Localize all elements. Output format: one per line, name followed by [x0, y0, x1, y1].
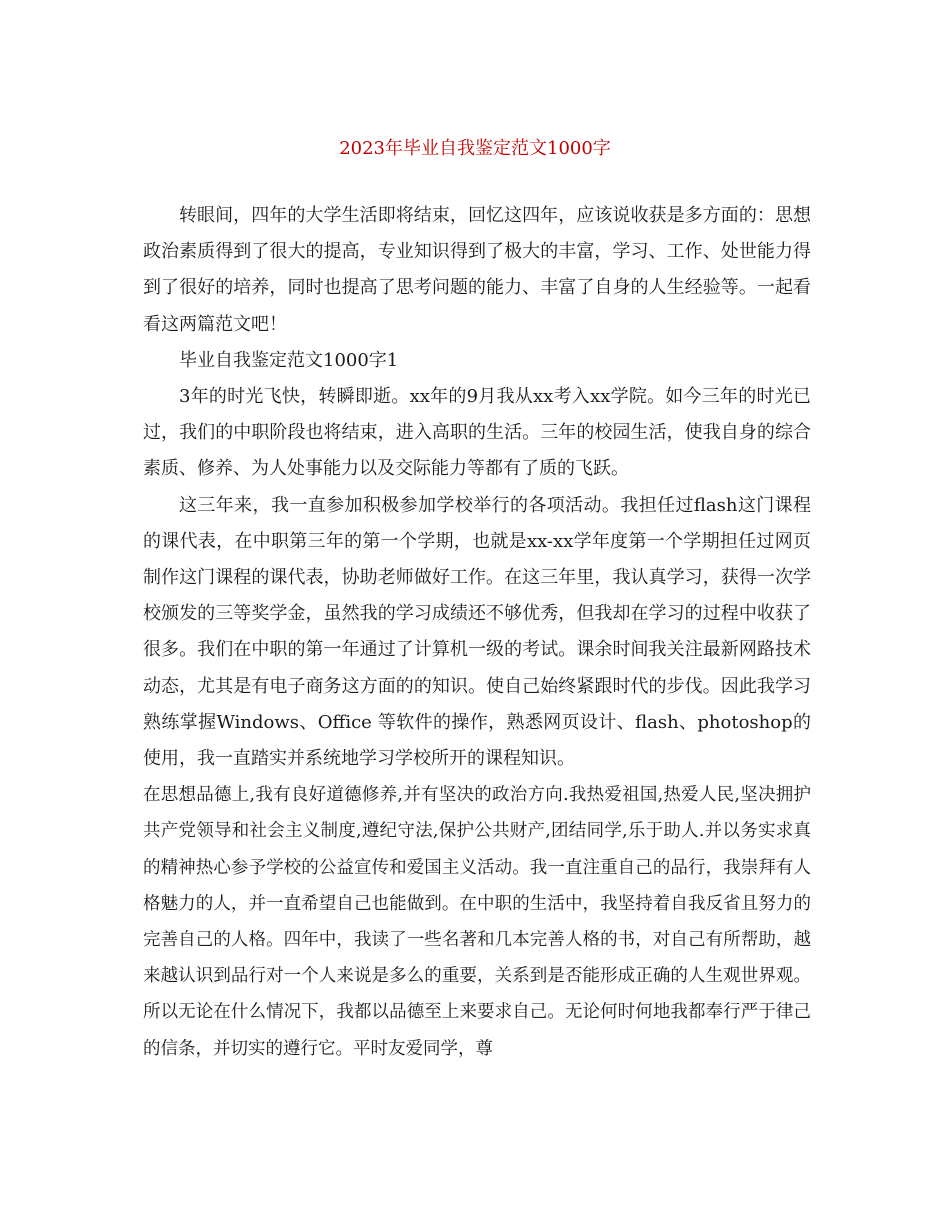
- body-paragraph: 在思想品德上,我有良好道德修养,并有坚决的政治方向.我热爱祖国,热爱人民,坚决拥护共产党领导和社会主义制度,遵纪守法,保护公共财产,团结同学,乐于助人.并以务实求真的精神热心参予学校的公益宣传和爱国主义活动。我一直注重自己的品行，我崇拜有人格魅力的人，并一直希望自己也能做到。在中职的生活中，我坚持着自我反省且努力的完善自己的人格。四年中，我读了一些名著和几本完善人格的书，对自己有所帮助，越来越认识到品行对一个人来说是多么的重要，关系到是否能形成正确的人生观世界观。所以无论在什么情况下，我都以品德至上来要求自己。无论何时何地我都奉行严于律己的信条，并切实的遵行它。平时友爱同学，尊: [143, 785, 811, 1059]
- body-paragraph: 3年的时光飞快，转瞬即逝。xx年的9月我从xx考入xx学院。如今三年的时光已过，我们的中职阶段也将结束，进入高职的生活。三年的校园生活，使我自身的综合素质、修养、为人处事能力以及交际能力等都有了质的飞跃。: [143, 386, 811, 480]
- body-paragraph: 这三年来，我一直参加积极参加学校举行的各项活动。我担任过flash这门课程的课代表，在中职第三年的第一个学期，也就是xx-xx学年度第一个学期担任过网页制作这门课程的课代表，协助老师做好工作。在这三年里，我认真学习，获得一次学校颁发的三等奖学金，虽然我的学习成绩还不够优秀，但我却在学习的过程中收获了很多。我们在中职的第一年通过了计算机一级的考试。课余时间我关注最新网路技术动态，尤其是有电子商务这方面的的知识。使自己始终紧跟时代的步伐。因此我学习熟练掌握Windows、Office 等软件的操作，熟悉网页设计、flash、photoshop的使用，我一直踏实并系统地学习学校所开的课程知识。: [143, 494, 811, 770]
- section-heading: 毕业自我鉴定范文1000字1: [179, 349, 399, 371]
- document-title: 2023年毕业自我鉴定范文1000字: [339, 138, 611, 159]
- intro-paragraph: 转眼间，四年的大学生活即将结束，回忆这四年，应该说收获是多方面的：思想政治素质得到了很大的提高，专业知识得到了极大的丰富，学习、工作、处世能力得到了很好的培养，同时也提高了思考问题的能力、丰富了自身的人生经验等。一起看看这两篇范文吧！: [143, 205, 811, 335]
- document-body: [143, 198, 811, 1067]
